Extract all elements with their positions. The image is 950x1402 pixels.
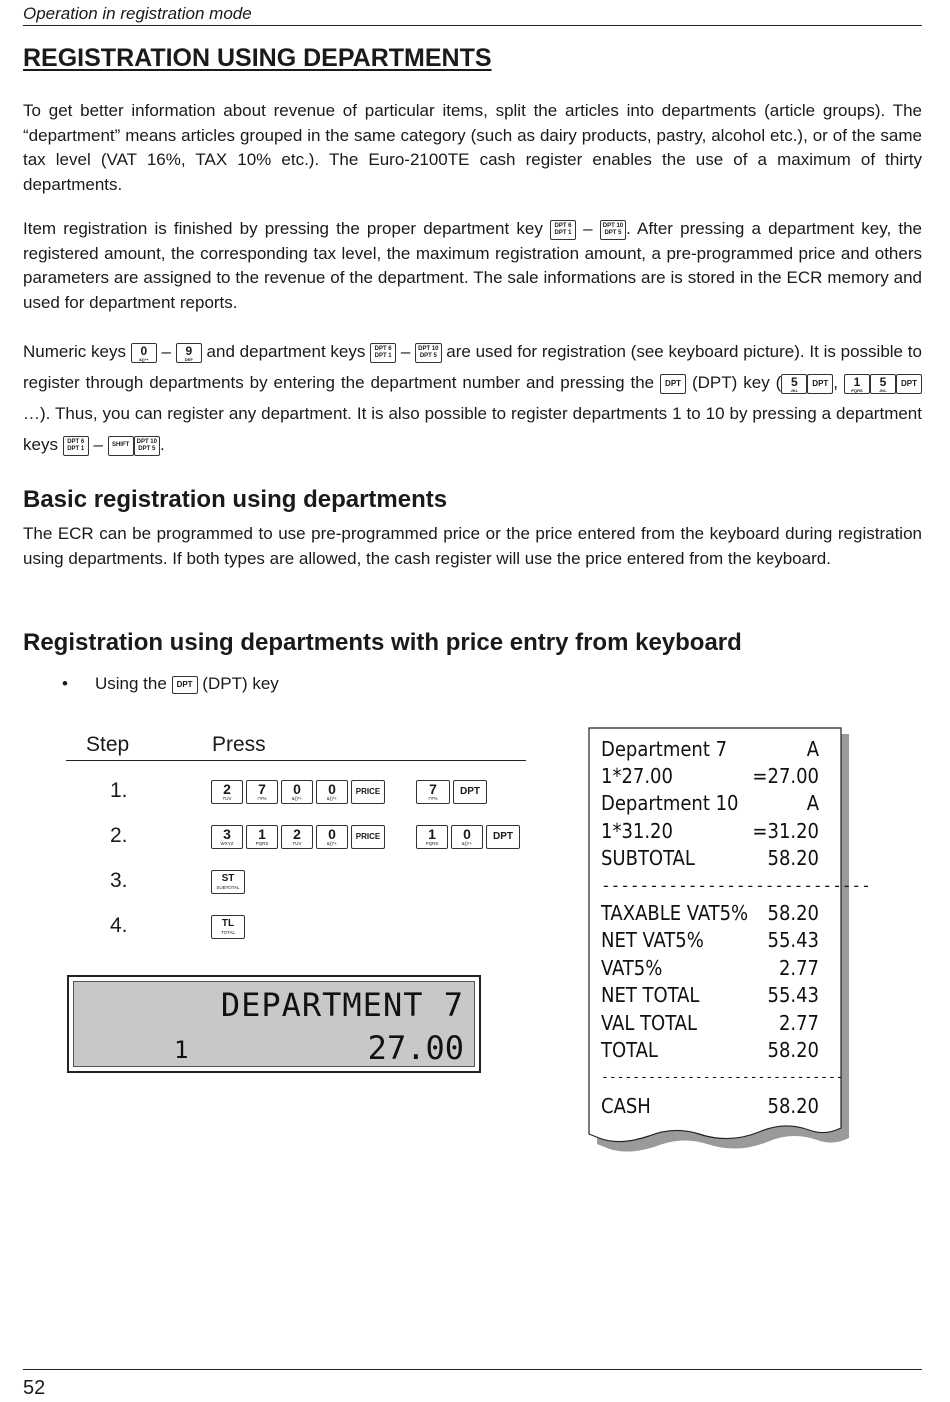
- step-number: 2.: [110, 824, 128, 847]
- subtotal-key: ST SUBTOTAL: [211, 870, 245, 894]
- step-number: 1.: [110, 779, 128, 802]
- numeric-keys-paragraph: [23, 336, 922, 460]
- para3-text-3: are used for registration (see keyboard picture). It is possible to register through departments by entering the department number and pressing the: [23, 342, 922, 392]
- bullet-dot: •: [62, 674, 68, 693]
- receipt-total: TOTAL 58.20: [601, 1038, 819, 1062]
- key-7: 7 !"#%: [416, 780, 450, 804]
- dpt6-dpt1-key: DPT 6 DPT 1: [370, 343, 396, 363]
- receipt-line: 1*27.00 =27.00: [601, 764, 819, 788]
- dpt10-dpt5-key: DPT 10 DPT 5: [600, 220, 626, 240]
- key-5: 5 JKL: [781, 374, 807, 394]
- key-3: 3 WXYZ: [211, 825, 243, 849]
- dash: –: [583, 219, 593, 238]
- key-2: 2 TUV: [211, 780, 243, 804]
- footer-rule: [23, 1369, 922, 1370]
- dpt10-dpt5-key: DPT 10 DPT 5: [134, 436, 160, 456]
- key-2: 2 TUV: [281, 825, 313, 849]
- dash: –: [161, 342, 172, 361]
- display-amount: 27.00: [367, 1029, 464, 1067]
- running-header: Operation in registration mode: [23, 4, 922, 26]
- basic-registration-heading: Basic registration using departments: [23, 486, 448, 513]
- steps-table-header: [66, 733, 526, 761]
- shift-key: SHIFT: [108, 436, 134, 456]
- receipt-line: Department 10 A: [601, 791, 819, 815]
- key-0: 0 &()*+: [281, 780, 313, 804]
- key-7: 7 !"#%: [246, 780, 278, 804]
- dpt10-dpt5-key: DPT 10 DPT 5: [415, 343, 441, 363]
- price-entry-heading: Registration using departments with price entry from keyboard: [23, 629, 742, 656]
- receipt-line: Department 7 A: [601, 737, 819, 761]
- page-title: REGISTRATION USING DEPARTMENTS: [23, 44, 492, 72]
- receipt-line: NET VAT5% 55.43: [601, 928, 819, 952]
- dash: –: [93, 435, 103, 454]
- receipt: [587, 726, 871, 1162]
- receipt-subtotal: SUBTOTAL 58.20: [601, 846, 819, 870]
- step-number: 3.: [110, 869, 128, 892]
- comma: ,: [833, 373, 839, 392]
- receipt-separator: -------------------------------: [601, 1070, 844, 1085]
- receipt-line: VAL TOTAL 2.77: [601, 1011, 819, 1035]
- bullet-text: Using the: [95, 674, 167, 693]
- dpt-key: DPT: [486, 825, 520, 849]
- key-9: 9 DEF: [176, 343, 202, 363]
- step-number: 4.: [110, 914, 128, 937]
- key-0: 0 &()*+: [451, 825, 483, 849]
- para3-text-4: (DPT) key (: [691, 373, 782, 392]
- key-1: 1 PQRS: [416, 825, 448, 849]
- department-key-paragraph: [23, 217, 922, 315]
- para2-before: Item registration is finished by pressing the proper department key: [23, 219, 543, 238]
- para3-text-5: …). Thus, you can register any department. It is also possible to register departments 1 to 10 by pressing a department keys: [23, 404, 922, 454]
- press-column-header: Press: [212, 733, 266, 756]
- dpt-key: DPT: [660, 374, 686, 394]
- price-key: PRICE: [351, 780, 385, 804]
- page-number: 52: [23, 1377, 46, 1399]
- intro-paragraph: To get better information about revenue of particular items, split the articles into departments (article groups). The “department” means articles grouped in the same category (such as dairy products, pastry, alcohol etc.), or of the same tax level (VAT 16%, TAX 10% etc.). The Euro-2100TE cash register enables the use of a maximum of thirty departments.: [23, 101, 922, 194]
- step-column-header: Step: [86, 733, 130, 756]
- key-1: 1 PQRS: [844, 374, 870, 394]
- receipt-line: VAT5% 2.77: [601, 956, 819, 980]
- bullet-text-2: (DPT) key: [202, 674, 279, 693]
- key-0: 0 &()*+: [316, 825, 348, 849]
- price-key: PRICE: [351, 825, 385, 849]
- basic-registration-text: The ECR can be programmed to use pre-programmed price or the price entered from the keyboard during registration using departments. If both types are allowed, the cash register will use the price entered from the keyboard.: [23, 524, 922, 568]
- dpt-key: DPT: [896, 374, 922, 394]
- receipt-line: TAXABLE VAT5% 58.20: [601, 901, 819, 925]
- para3-text-2: and department keys: [206, 342, 366, 361]
- dash: –: [400, 342, 411, 361]
- receipt-cash: CASH 58.20: [601, 1094, 819, 1118]
- display-line-1: DEPARTMENT 7: [220, 986, 464, 1024]
- receipt-separator: ----------------------------: [601, 876, 871, 895]
- lcd-display: [67, 975, 481, 1073]
- dpt-key: DPT: [807, 374, 833, 394]
- dpt-key: DPT: [172, 676, 198, 694]
- para3-text-1: Numeric keys: [23, 342, 127, 361]
- key-0: 0 &()*+: [316, 780, 348, 804]
- key-5: 5 JKL: [870, 374, 896, 394]
- display-quantity: 1: [174, 1036, 189, 1064]
- total-key: TL TOTAL: [211, 915, 245, 939]
- dpt6-dpt1-key: DPT 6 DPT 1: [550, 220, 576, 240]
- para2-after: . After pressing a department key, the registered amount, the corresponding tax level, the maximum registration amount, a pre-programmed price and others parameters are assigned to the revenue of the department. The sale informations are is stored in the ECR memory and used for department reports.: [23, 219, 922, 312]
- key-1: 1 PQRS: [246, 825, 278, 849]
- dpt-key: DPT: [453, 780, 487, 804]
- dpt6-dpt1-key: DPT 6 DPT 1: [63, 436, 89, 456]
- receipt-line: NET TOTAL 55.43: [601, 983, 819, 1007]
- period: .: [159, 435, 165, 454]
- key-0: 0 &()*+: [131, 343, 157, 363]
- receipt-line: 1*31.20 =31.20: [601, 819, 819, 843]
